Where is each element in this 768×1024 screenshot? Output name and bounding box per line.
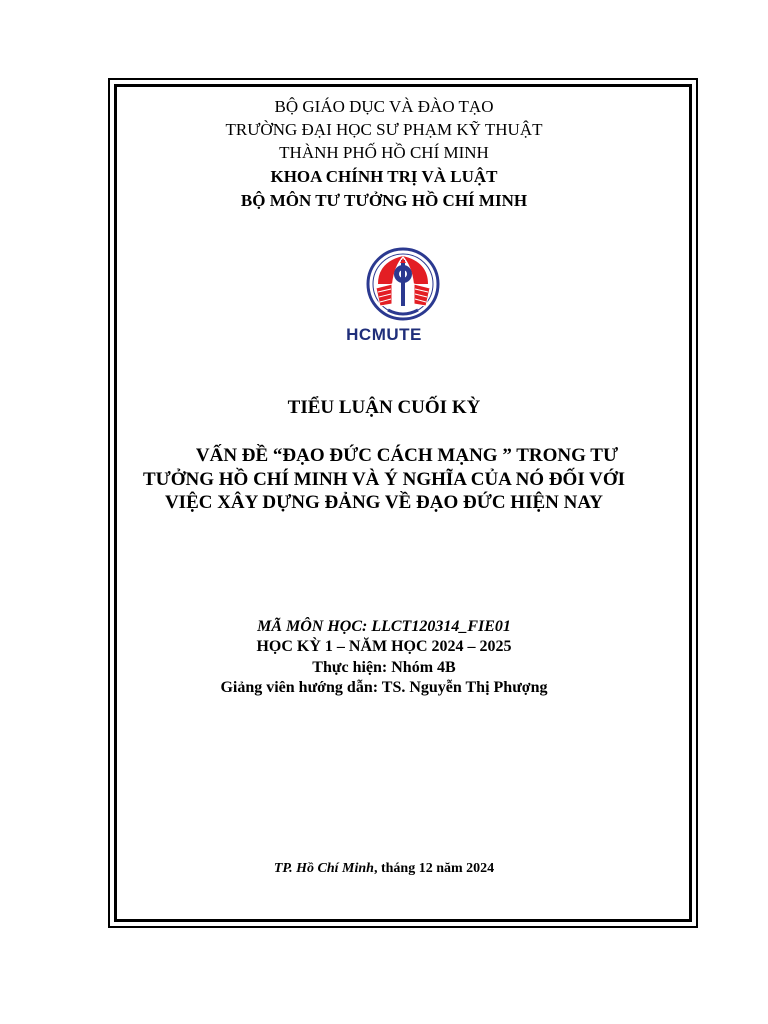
- document-type: TIỂU LUẬN CUỐI KỲ: [287, 397, 481, 418]
- instructor-name: Giảng viên hướng dẫn: TS. Nguyễn Thị Phượng: [220, 679, 548, 696]
- course-code: MÃ MÔN HỌC: LLCT120314_FIE01: [257, 618, 511, 635]
- department-name: BỘ MÔN TƯ TƯỞNG HỒ CHÍ MINH: [240, 191, 528, 210]
- topic-line-2: TƯỞNG HỒ CHÍ MINH VÀ Ý NGHĨA CỦA NÓ ĐỐI VỚI: [142, 469, 626, 490]
- topic-line-3: VIỆC XÂY DỰNG ĐẢNG VỀ ĐẠO ĐỨC HIỆN NAY: [164, 492, 604, 513]
- ministry-name: BỘ GIÁO DỤC VÀ ĐÀO TẠO: [274, 97, 494, 116]
- faculty-name: KHOA CHÍNH TRỊ VÀ LUẬT: [270, 167, 498, 186]
- footer-date: , tháng 12 năm 2024: [373, 861, 495, 876]
- footer-date-line: [0, 862, 768, 876]
- group-name: Thực hiện: Nhóm 4B: [312, 659, 456, 676]
- city-name: THÀNH PHỐ HỒ CHÍ MINH: [279, 143, 489, 162]
- logo-wordmark: HCMUTE: [346, 325, 422, 344]
- university-name: TRƯỜNG ĐẠI HỌC SƯ PHẠM KỸ THUẬT: [225, 120, 543, 139]
- semester: HỌC KỲ 1 – NĂM HỌC 2024 – 2025: [256, 638, 512, 655]
- footer-place: TP. Hồ Chí Minh: [273, 861, 374, 876]
- topic-line-1: VẤN ĐỀ “ĐẠO ĐỨC CÁCH MẠNG ” TRONG TƯ: [195, 445, 619, 466]
